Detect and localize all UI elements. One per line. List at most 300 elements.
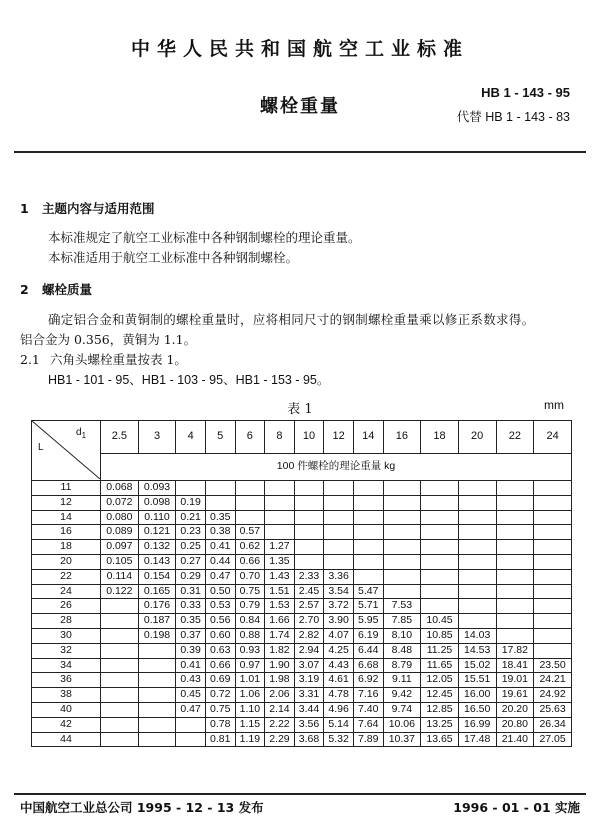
weight-cell [235, 510, 265, 525]
weight-cell [534, 643, 572, 658]
weight-cell [265, 525, 295, 540]
weight-cell [458, 540, 496, 555]
weight-cell: 0.23 [176, 525, 206, 540]
section-1-heading [20, 199, 155, 217]
weight-cell: 0.72 [205, 688, 235, 703]
weight-cell: 10.06 [383, 717, 421, 732]
weight-cell: 2.94 [294, 643, 324, 658]
weight-cell [101, 599, 139, 614]
weight-cell: 11.65 [421, 658, 459, 673]
weight-cell [383, 554, 421, 569]
weight-cell [421, 525, 459, 540]
weight-cell: 0.21 [176, 510, 206, 525]
weight-cell: 7.40 [353, 702, 383, 717]
weight-cell: 3.72 [324, 599, 354, 614]
column-axis-label [76, 426, 86, 443]
length-cell: 14 [32, 510, 101, 525]
weight-cell [383, 569, 421, 584]
weight-cell: 10.85 [421, 628, 459, 643]
weight-cell: 16.50 [458, 702, 496, 717]
weight-cell: 0.093 [138, 481, 176, 496]
weight-cell [176, 732, 206, 747]
weight-cell [421, 481, 459, 496]
weight-cell [101, 732, 139, 747]
length-cell: 16 [32, 525, 101, 540]
weight-cell [205, 481, 235, 496]
section-1-number: 1 [20, 201, 29, 216]
table-row [32, 688, 572, 703]
weight-cell [534, 614, 572, 629]
section-2-title: 螺栓质量 [42, 282, 93, 297]
length-cell: 30 [32, 628, 101, 643]
weight-cell [265, 510, 295, 525]
weight-cell: 12.85 [421, 702, 459, 717]
weight-cell: 20.20 [496, 702, 534, 717]
weight-cell: 1.90 [265, 658, 295, 673]
diameter-header-cell: 22 [496, 421, 534, 454]
diameter-header-cell: 20 [458, 421, 496, 454]
weight-cell: 0.53 [205, 599, 235, 614]
weight-cell [458, 510, 496, 525]
length-cell: 32 [32, 643, 101, 658]
weight-cell [496, 584, 534, 599]
section-1-para-2: 本标准适用于航空工业标准中各种钢制螺栓。 [48, 250, 299, 265]
weight-cell: 0.43 [176, 673, 206, 688]
weight-cell: 0.37 [176, 628, 206, 643]
weight-cell: 0.110 [138, 510, 176, 525]
weight-cell: 9.74 [383, 702, 421, 717]
weight-cell [534, 599, 572, 614]
weight-cell: 0.79 [235, 599, 265, 614]
effective-info: 1996 - 01 - 01 实施 [453, 800, 580, 815]
weight-cell [294, 481, 324, 496]
weight-cell [421, 495, 459, 510]
weight-cell: 26.34 [534, 717, 572, 732]
weight-cell [496, 481, 534, 496]
weight-cell: 0.38 [205, 525, 235, 540]
table-row [32, 628, 572, 643]
table-row [32, 481, 572, 496]
weight-cell: 25.63 [534, 702, 572, 717]
weight-cell [101, 688, 139, 703]
weight-cell: 9.42 [383, 688, 421, 703]
diameter-header-cell: 8 [265, 421, 295, 454]
weight-cell [534, 540, 572, 555]
weight-cell: 3.36 [324, 569, 354, 584]
weight-cell: 0.44 [205, 554, 235, 569]
weight-cell [353, 569, 383, 584]
weight-cell [353, 510, 383, 525]
weight-cell [176, 717, 206, 732]
replaces-standard: 代替 HB 1 - 143 - 83 [456, 110, 570, 124]
weight-cell: 2.14 [265, 702, 295, 717]
length-cell: 38 [32, 688, 101, 703]
weight-cell [421, 510, 459, 525]
table-row [32, 717, 572, 732]
weight-cell: 17.48 [458, 732, 496, 747]
weight-cell: 6.44 [353, 643, 383, 658]
weight-cell [496, 510, 534, 525]
weight-cell: 5.95 [353, 614, 383, 629]
weight-cell [458, 525, 496, 540]
weight-cell: 0.35 [176, 614, 206, 629]
weight-cell [353, 481, 383, 496]
weight-cell: 3.07 [294, 658, 324, 673]
weight-cell: 3.54 [324, 584, 354, 599]
weight-cell: 2.29 [265, 732, 295, 747]
weight-cell [421, 584, 459, 599]
weight-cell [353, 525, 383, 540]
weight-cell [496, 599, 534, 614]
weight-cell [101, 702, 139, 717]
weight-cell [324, 554, 354, 569]
weight-cell: 0.068 [101, 481, 139, 496]
weight-cell: 0.122 [101, 584, 139, 599]
weight-cell: 5.71 [353, 599, 383, 614]
weight-cell: 2.33 [294, 569, 324, 584]
table-row [32, 495, 572, 510]
weight-cell: 8.79 [383, 658, 421, 673]
weight-cell: 0.105 [101, 554, 139, 569]
weight-cell: 7.53 [383, 599, 421, 614]
weight-cell: 0.41 [205, 540, 235, 555]
weight-cell: 4.07 [324, 628, 354, 643]
length-cell: 11 [32, 481, 101, 496]
weight-cell: 19.61 [496, 688, 534, 703]
weight-cell: 8.48 [383, 643, 421, 658]
weight-cell: 15.02 [458, 658, 496, 673]
weight-cell [324, 510, 354, 525]
row-axis-label: L [38, 442, 44, 453]
weight-cell [496, 525, 534, 540]
top-rule [14, 151, 586, 153]
weight-cell [421, 554, 459, 569]
weight-cell: 11.25 [421, 643, 459, 658]
weight-cell: 0.176 [138, 599, 176, 614]
weight-cell: 1.27 [265, 540, 295, 555]
weight-cell: 16.00 [458, 688, 496, 703]
weight-cell: 7.16 [353, 688, 383, 703]
weight-cell [353, 495, 383, 510]
diameter-header-cell: 16 [383, 421, 421, 454]
length-cell: 34 [32, 658, 101, 673]
weight-cell: 6.92 [353, 673, 383, 688]
section-2-number: 2 [20, 282, 29, 297]
weight-cell [294, 554, 324, 569]
weight-cell: 21.40 [496, 732, 534, 747]
weight-cell [534, 554, 572, 569]
weight-cell: 0.69 [205, 673, 235, 688]
weight-cell: 0.47 [205, 569, 235, 584]
weight-cell: 19.01 [496, 673, 534, 688]
table-row [32, 540, 572, 555]
weight-cell [138, 732, 176, 747]
weight-cell [496, 614, 534, 629]
weight-cell [496, 628, 534, 643]
weight-cell [383, 481, 421, 496]
weight-cell: 0.97 [235, 658, 265, 673]
weight-cell: 2.70 [294, 614, 324, 629]
section-1-title: 主题内容与适用范围 [42, 201, 155, 216]
weight-cell [534, 628, 572, 643]
weight-cell [138, 673, 176, 688]
weight-cell: 4.96 [324, 702, 354, 717]
weight-cell [534, 481, 572, 496]
weight-cell [421, 599, 459, 614]
weight-cell [383, 525, 421, 540]
table-row [32, 614, 572, 629]
weight-cell [458, 554, 496, 569]
weight-cell: 0.84 [235, 614, 265, 629]
weight-cell: 0.66 [205, 658, 235, 673]
weight-cell: 0.097 [101, 540, 139, 555]
weight-cell: 1.06 [235, 688, 265, 703]
weight-cell: 14.53 [458, 643, 496, 658]
weight-cell [421, 540, 459, 555]
weight-cell [458, 584, 496, 599]
table-title: 表 1 [287, 402, 313, 417]
table-row [32, 584, 572, 599]
weight-cell: 0.47 [176, 702, 206, 717]
weight-cell: 0.121 [138, 525, 176, 540]
diameter-header-cell: 24 [534, 421, 572, 454]
weight-cell: 1.10 [235, 702, 265, 717]
weight-cell: 0.29 [176, 569, 206, 584]
weight-cell: 3.90 [324, 614, 354, 629]
weight-cell: 5.32 [324, 732, 354, 747]
weight-cell: 0.81 [205, 732, 235, 747]
weight-cell: 0.60 [205, 628, 235, 643]
weight-cell: 0.78 [205, 717, 235, 732]
weight-cell: 0.88 [235, 628, 265, 643]
length-cell: 42 [32, 717, 101, 732]
length-cell: 24 [32, 584, 101, 599]
weight-cell: 0.080 [101, 510, 139, 525]
weight-cell: 24.92 [534, 688, 572, 703]
weight-cell: 3.19 [294, 673, 324, 688]
weight-cell [138, 702, 176, 717]
table-subheader-row [32, 454, 572, 481]
weight-cell: 12.45 [421, 688, 459, 703]
length-cell: 36 [32, 673, 101, 688]
weight-cell: 0.198 [138, 628, 176, 643]
table-row [32, 658, 572, 673]
weight-cell [101, 673, 139, 688]
weight-cell: 0.089 [101, 525, 139, 540]
table-row [32, 554, 572, 569]
weight-cell [138, 658, 176, 673]
diameter-header-cell: 18 [421, 421, 459, 454]
weight-cell: 4.25 [324, 643, 354, 658]
weight-cell [101, 658, 139, 673]
weight-cell: 7.89 [353, 732, 383, 747]
column-axis-symbol: d [76, 427, 82, 438]
weight-cell: 20.80 [496, 717, 534, 732]
weight-cell [265, 495, 295, 510]
weight-cell [534, 525, 572, 540]
weight-cell: 0.66 [235, 554, 265, 569]
weight-cell: 4.61 [324, 673, 354, 688]
section-1-para-1: 本标准规定了航空工业标准中各种钢制螺栓的理论重量。 [48, 230, 361, 245]
weight-cell: 1.19 [235, 732, 265, 747]
weight-cell: 1.15 [235, 717, 265, 732]
weight-cell: 0.45 [176, 688, 206, 703]
weight-cell [294, 495, 324, 510]
weight-cell [421, 569, 459, 584]
weight-cell: 1.82 [265, 643, 295, 658]
weight-cell: 1.66 [265, 614, 295, 629]
weight-cell: 6.68 [353, 658, 383, 673]
weight-cell: 24.21 [534, 673, 572, 688]
weight-cell: 1.43 [265, 569, 295, 584]
weight-cell: 3.68 [294, 732, 324, 747]
weight-cell: 2.22 [265, 717, 295, 732]
diameter-header-cell: 4 [176, 421, 206, 454]
length-cell: 28 [32, 614, 101, 629]
weight-cell: 1.53 [265, 599, 295, 614]
length-cell: 40 [32, 702, 101, 717]
weight-cell [383, 540, 421, 555]
weight-cell [383, 584, 421, 599]
weight-cell [101, 614, 139, 629]
weight-cell: 0.41 [176, 658, 206, 673]
weight-cell: 0.70 [235, 569, 265, 584]
bottom-rule [14, 793, 586, 795]
table-row [32, 599, 572, 614]
weight-cell [138, 717, 176, 732]
weight-cell: 13.25 [421, 717, 459, 732]
weight-cell: 5.47 [353, 584, 383, 599]
weight-cell [294, 510, 324, 525]
weight-cell: 3.44 [294, 702, 324, 717]
weight-cell: 0.114 [101, 569, 139, 584]
weight-cell [176, 481, 206, 496]
weight-cell: 5.14 [324, 717, 354, 732]
weight-cell [138, 688, 176, 703]
weight-cell: 0.93 [235, 643, 265, 658]
table-row [32, 525, 572, 540]
weight-cell [458, 569, 496, 584]
weight-cell [458, 481, 496, 496]
weight-cell: 14.03 [458, 628, 496, 643]
table-row [32, 702, 572, 717]
section-2-heading [20, 280, 92, 298]
weight-cell: 10.37 [383, 732, 421, 747]
weight-cell [496, 540, 534, 555]
section-2-para-2: 铝合金为 0.356，黄铜为 1.1。 [20, 332, 197, 347]
length-cell: 20 [32, 554, 101, 569]
weight-cell [534, 510, 572, 525]
weight-cell [534, 584, 572, 599]
weight-cell: 2.57 [294, 599, 324, 614]
weight-cell: 1.35 [265, 554, 295, 569]
diameter-header-cell: 2.5 [101, 421, 139, 454]
diameter-header-cell: 5 [205, 421, 235, 454]
weight-cell: 15.51 [458, 673, 496, 688]
table-header-row [32, 421, 572, 454]
diameter-header-cell: 10 [294, 421, 324, 454]
weight-cell: 0.072 [101, 495, 139, 510]
table-row [32, 732, 572, 747]
weight-cell: 1.51 [265, 584, 295, 599]
table-row [32, 643, 572, 658]
diameter-header-cell: 3 [138, 421, 176, 454]
weight-cell: 0.098 [138, 495, 176, 510]
weight-cell [383, 495, 421, 510]
section-2-1-number: 2.1 [20, 352, 40, 367]
weight-cell: 0.50 [205, 584, 235, 599]
weight-cell: 23.50 [534, 658, 572, 673]
diameter-header-cell: 6 [235, 421, 265, 454]
weight-cell: 9.11 [383, 673, 421, 688]
length-cell: 12 [32, 495, 101, 510]
weight-cell: 17.82 [496, 643, 534, 658]
weight-cell: 0.154 [138, 569, 176, 584]
weight-cell: 10.45 [421, 614, 459, 629]
length-cell: 22 [32, 569, 101, 584]
weight-cell [534, 495, 572, 510]
weight-cell [324, 481, 354, 496]
weight-cell [235, 481, 265, 496]
weight-cell: 0.57 [235, 525, 265, 540]
length-cell: 44 [32, 732, 101, 747]
length-cell: 26 [32, 599, 101, 614]
weight-cell: 3.56 [294, 717, 324, 732]
table-row [32, 569, 572, 584]
weight-cell: 0.187 [138, 614, 176, 629]
weight-cell [534, 569, 572, 584]
weight-cell: 0.33 [176, 599, 206, 614]
length-cell: 18 [32, 540, 101, 555]
weight-cell [324, 525, 354, 540]
weight-cell: 0.56 [205, 614, 235, 629]
weight-cell [496, 554, 534, 569]
weight-cell: 18.41 [496, 658, 534, 673]
weight-cell: 1.01 [235, 673, 265, 688]
weight-cell: 27.05 [534, 732, 572, 747]
table-subheader: 100 件螺栓的理论重量 kg [101, 454, 572, 481]
weight-cell [458, 495, 496, 510]
weight-cell: 2.45 [294, 584, 324, 599]
table-row [32, 510, 572, 525]
weight-cell [324, 495, 354, 510]
issue-info: 中国航空工业总公司 1995 - 12 - 13 发布 [20, 800, 264, 815]
weight-cell [138, 643, 176, 658]
section-2-1-refs: HB1 - 101 - 95、HB1 - 103 - 95、HB1 - 153 - 95。 [48, 373, 330, 387]
section-2-1-line [20, 350, 187, 370]
weight-cell: 13.65 [421, 732, 459, 747]
weight-cell [324, 540, 354, 555]
weight-cell: 6.19 [353, 628, 383, 643]
section-2-1-text: 六角头螺栓重量按表 1。 [50, 352, 187, 367]
weight-cell [496, 495, 534, 510]
weight-cell: 0.143 [138, 554, 176, 569]
weight-cell [235, 495, 265, 510]
weight-cell [496, 569, 534, 584]
weight-cell [353, 540, 383, 555]
weight-cell: 0.27 [176, 554, 206, 569]
standard-code: HB 1 - 143 - 95 [481, 85, 570, 100]
corner-header-cell [32, 421, 101, 481]
weight-cell: 0.31 [176, 584, 206, 599]
weight-cell: 4.78 [324, 688, 354, 703]
weight-cell: 0.62 [235, 540, 265, 555]
weight-cell: 8.10 [383, 628, 421, 643]
weight-cell [205, 495, 235, 510]
weight-cell [383, 510, 421, 525]
weight-cell: 2.06 [265, 688, 295, 703]
table-unit: mm [544, 398, 564, 412]
